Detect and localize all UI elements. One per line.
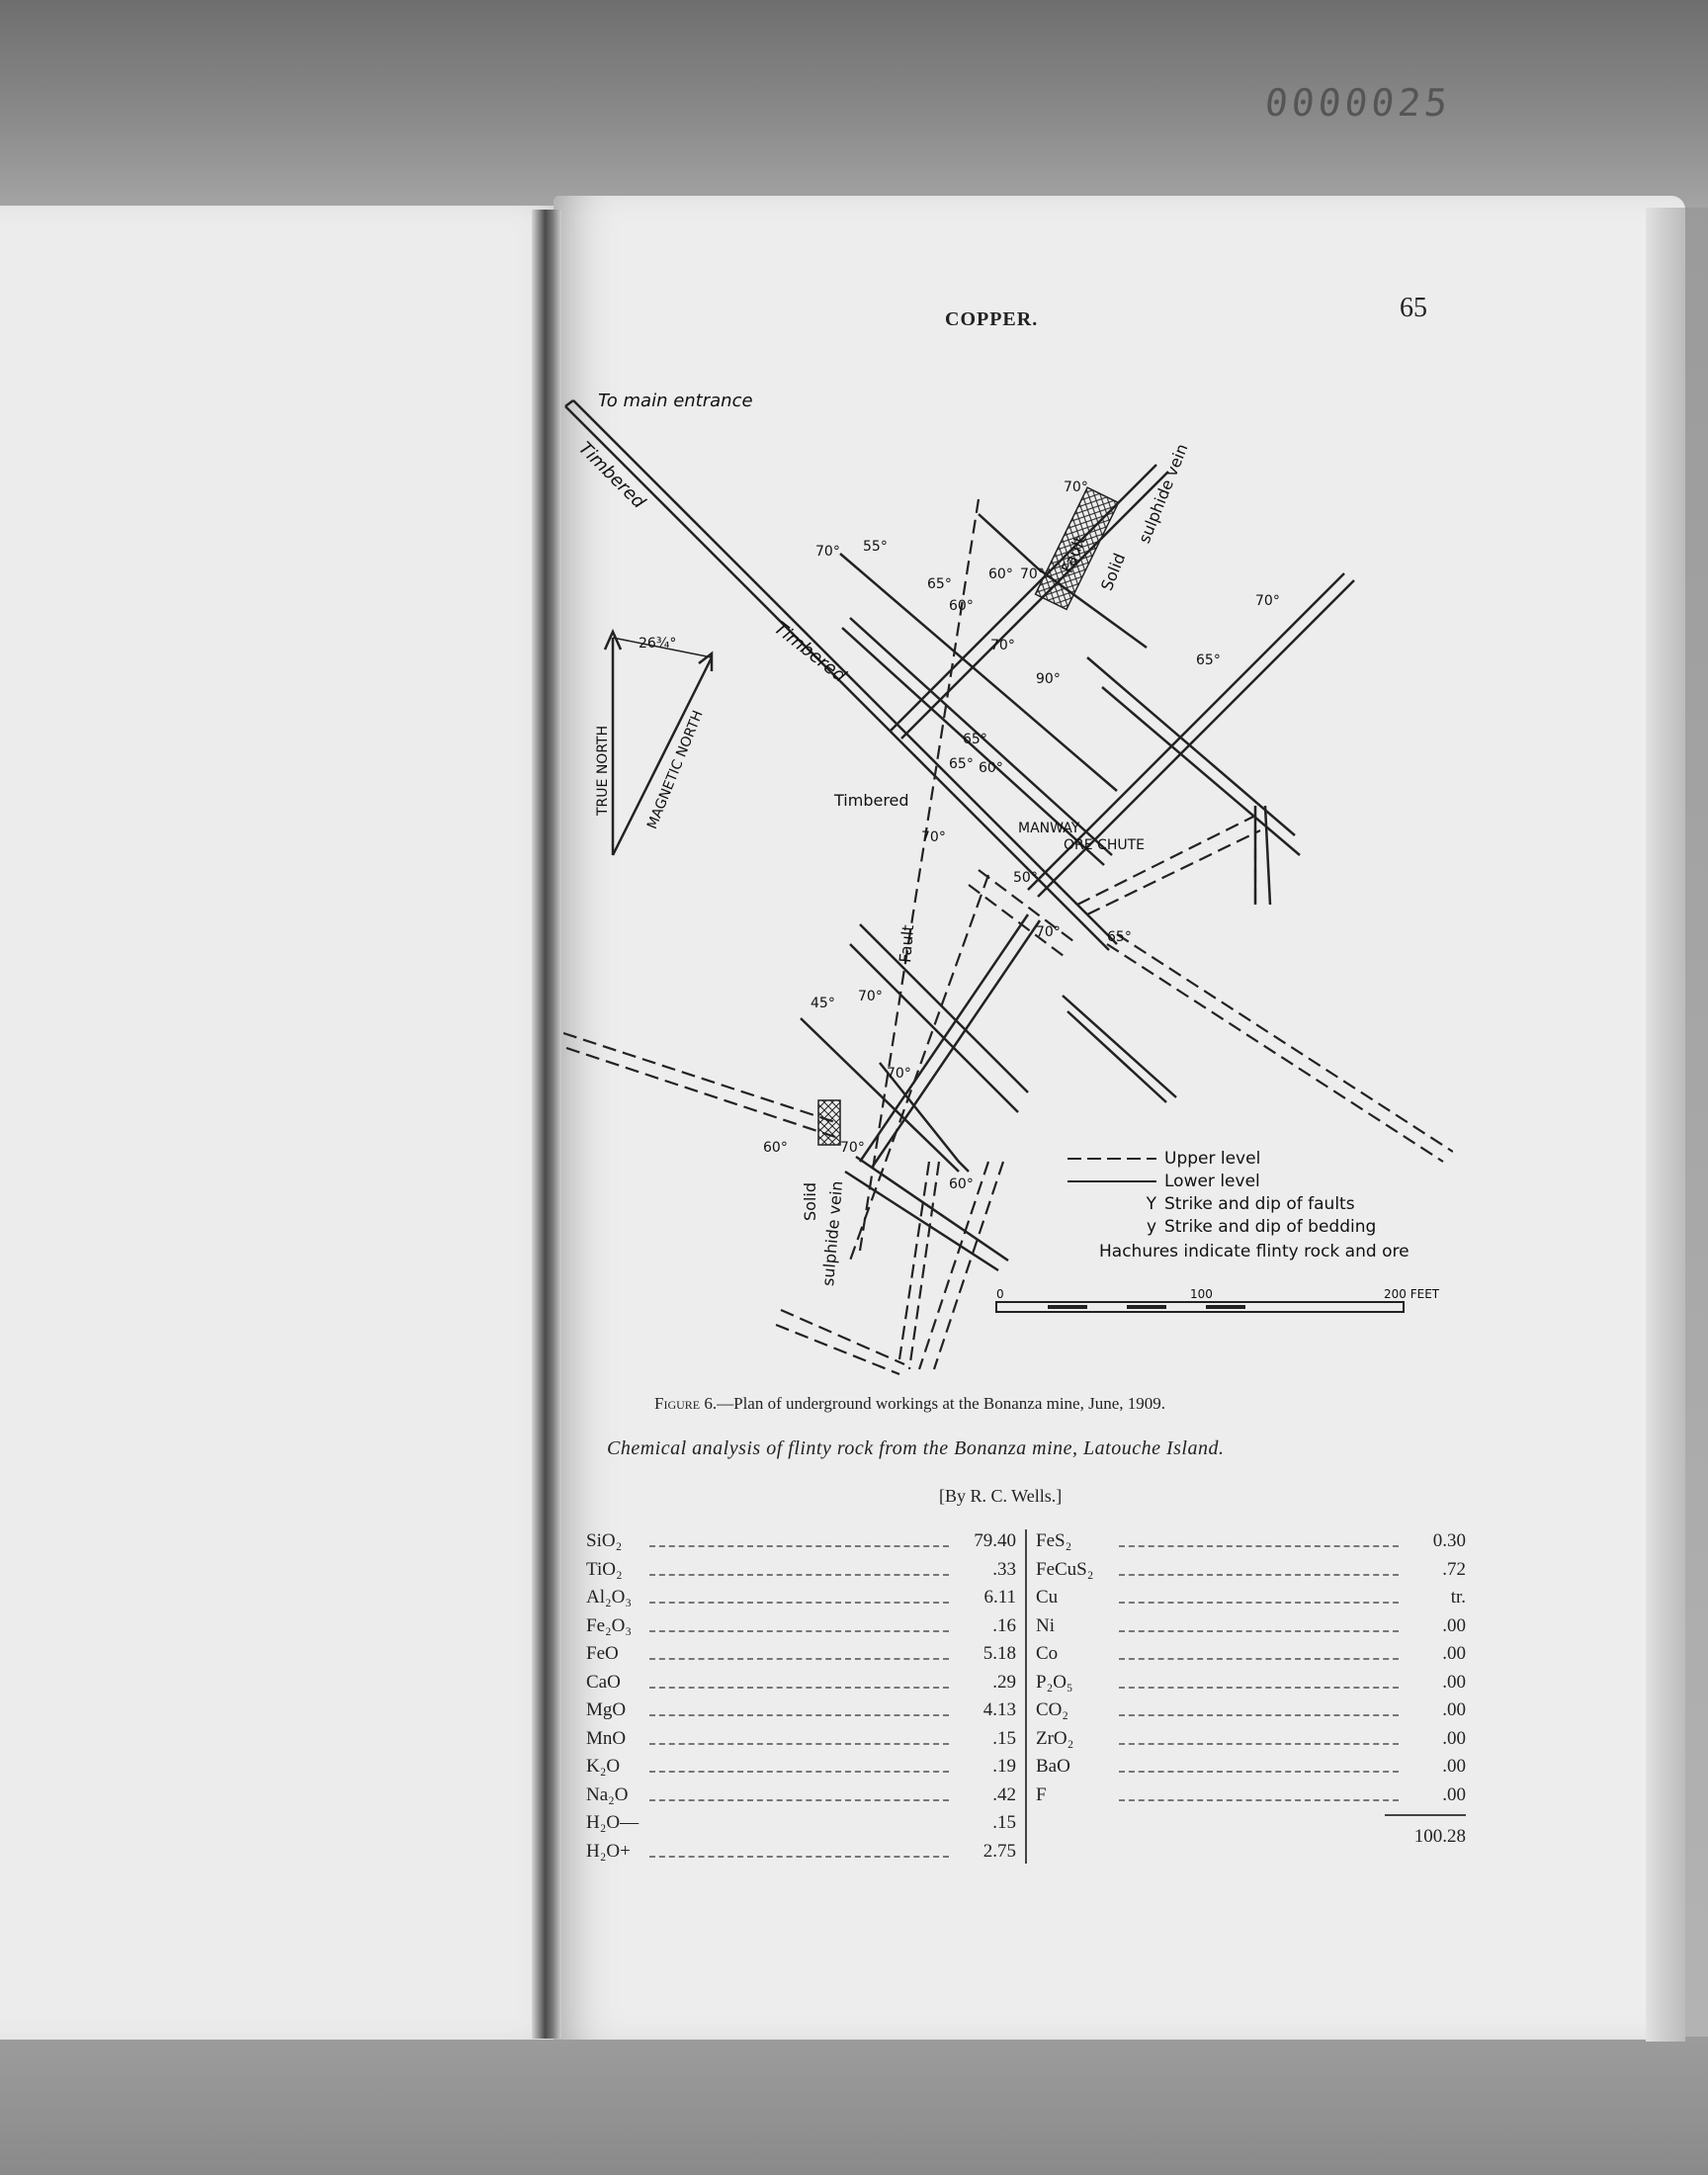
scan-background-top (0, 0, 1708, 208)
dip-label: 70° (887, 1066, 911, 1082)
table-row: Na₂O .42 (586, 1784, 1016, 1805)
table-row: ZrO₂ .00 (1036, 1727, 1466, 1749)
analysis-right-column (1036, 1527, 1466, 1809)
table-row: Co .00 (1036, 1643, 1466, 1665)
dip-label: 70° (990, 638, 1015, 653)
table-row: CO₂ .00 (1036, 1699, 1466, 1721)
analysis-left-column (586, 1527, 1016, 1866)
dip-label: 60° (988, 566, 1013, 582)
archive-stamp: 0000025 (1262, 81, 1454, 125)
caption-text: —Plan of underground workings at the Bonanza mine, June, 1909. (717, 1394, 1166, 1413)
dip-label: 70° (1255, 593, 1280, 609)
table-row: FeS₂ 0.30 (1036, 1530, 1466, 1552)
left-page (0, 206, 568, 2040)
mine-plan-figure (563, 391, 1453, 1389)
scale-max: 200 FEET (1384, 1287, 1440, 1301)
dip-label: 65° (963, 732, 987, 747)
table-row: Al₂O₃ 6.11 (586, 1587, 1016, 1609)
table-row: Fe₂O₃ .16 (586, 1614, 1016, 1636)
label-true-north: TRUE NORTH (595, 725, 611, 816)
label-fault-1: Fault (1058, 533, 1090, 576)
chemical-analysis-table (586, 1527, 1466, 1864)
dip-label: 60° (763, 1140, 788, 1156)
label-declination: 26¾° (639, 636, 677, 652)
bedding-symbol-icon: y (1146, 1216, 1156, 1237)
page-edge (1646, 208, 1685, 2042)
scan-background-bottom (0, 2037, 1708, 2175)
label-timbered-2: Timbered (770, 618, 850, 687)
table-row: CaO .29 (586, 1671, 1016, 1693)
table-row: Cu tr. (1036, 1587, 1466, 1609)
dip-label: 70° (1020, 566, 1045, 582)
dip-label: 55° (863, 539, 888, 555)
label-solid-1: Solid (1097, 550, 1130, 594)
dip-label: 65° (1107, 929, 1132, 945)
table-row: F .00 (1036, 1784, 1466, 1805)
label-sulphide-vein-1: sulphide vein (1135, 441, 1192, 547)
table-row: Ni .00 (1036, 1614, 1466, 1636)
dip-label: 65° (1196, 652, 1221, 668)
upper-level-drift-w (563, 1033, 835, 1122)
dashed-line-icon (1058, 1156, 1164, 1162)
dip-label: 70° (840, 1140, 865, 1156)
table-credit: [By R. C. Wells.] (939, 1486, 1063, 1506)
plan-legend (1058, 1147, 1376, 1238)
upper-level-drift-e (1117, 934, 1453, 1152)
dip-label: 65° (927, 576, 952, 592)
scale-mid: 100 (1190, 1287, 1213, 1301)
table-row: TiO₂ .33 (586, 1558, 1016, 1580)
dip-label: 60° (979, 760, 1003, 776)
legend-bedding: y Strike and dip of bedding (1058, 1215, 1376, 1238)
dip-label: 70° (1036, 924, 1061, 940)
solid-line-icon (1058, 1178, 1164, 1184)
table-row: BaO .00 (1036, 1756, 1466, 1778)
legend-lower-level: Lower level (1058, 1170, 1376, 1192)
book-spine (532, 210, 561, 2039)
dip-label: 90° (1036, 671, 1061, 687)
legend-hachures: Hachures indicate flinty rock and ore (1099, 1242, 1409, 1262)
label-magnetic-north: MAGNETIC NORTH (644, 708, 707, 831)
dip-label: 70° (815, 544, 840, 560)
table-row: P₂O₅ .00 (1036, 1671, 1466, 1693)
table-row: H₂O— .15 (586, 1812, 1016, 1834)
magnetic-north-line (613, 657, 712, 855)
dip-label: 50° (1013, 870, 1038, 886)
dip-label: 60° (949, 598, 974, 614)
table-title: Chemical analysis of flinty rock from the Bonanza mine, Latouche Island. (607, 1437, 1225, 1459)
table-row: K₂O .19 (586, 1756, 1016, 1778)
label-sulphide-vein-2: sulphide vein (818, 1179, 847, 1287)
fault-symbol-icon: Y (1146, 1193, 1156, 1214)
label-timbered-1: Timbered (574, 438, 649, 513)
scale-zero: 0 (996, 1287, 1004, 1301)
label-fault-2: Fault (896, 923, 918, 964)
label-manway: MANWAY (1018, 821, 1080, 836)
table-row: H₂O+ 2.75 (586, 1840, 1016, 1862)
column-divider (1025, 1529, 1027, 1864)
table-row: MnO .15 (586, 1727, 1016, 1749)
dip-label: 60° (949, 1176, 974, 1192)
legend-faults: Y Strike and dip of faults (1058, 1192, 1376, 1215)
dip-label: 45° (811, 996, 835, 1011)
table-row: SiO₂ 79.40 (586, 1530, 1016, 1552)
label-solid-2: Solid (801, 1182, 819, 1221)
table-row: FeO 5.18 (586, 1643, 1016, 1665)
label-ore-chute: ORE CHUTE (1064, 837, 1145, 853)
table-row: FeCuS₂ .72 (1036, 1558, 1466, 1580)
total-rule (1385, 1814, 1466, 1816)
mine-plan-drawing (563, 391, 1453, 1389)
total-value: 100.28 (1413, 1826, 1466, 1847)
table-row: MgO 4.13 (586, 1699, 1016, 1721)
label-timbered-3: Timbered (834, 791, 909, 810)
dip-label: 65° (949, 756, 974, 772)
label-main-entrance: To main entrance (598, 391, 753, 411)
dip-label: 70° (1064, 479, 1088, 495)
running-head: COPPER. (945, 308, 1039, 330)
figure-caption (654, 1394, 1165, 1414)
dip-label: 70° (858, 989, 883, 1004)
caption-prefix: Figure 6. (654, 1394, 718, 1413)
dip-label: 70° (921, 829, 946, 845)
legend-upper-level: Upper level (1058, 1147, 1376, 1170)
page-number: 65 (1400, 293, 1427, 323)
